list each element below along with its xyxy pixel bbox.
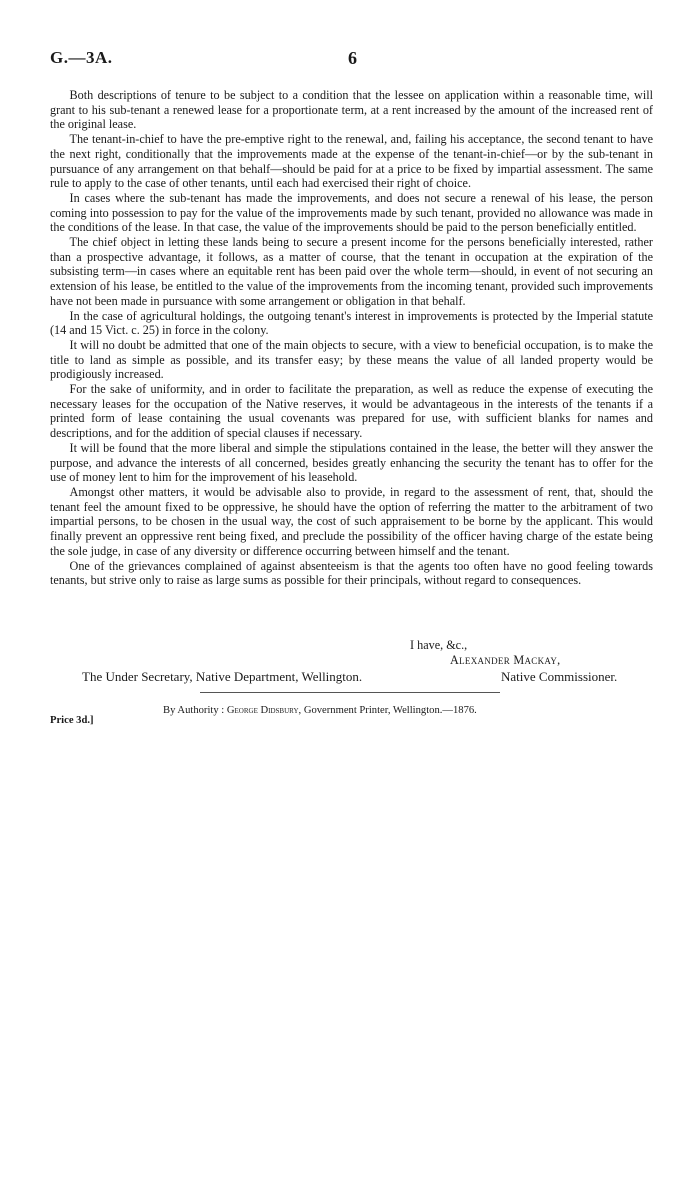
paragraph: In cases where the sub-tenant has made the improvements, and does not secure a renewal of his lease, the person coming into possession to pay for the value of the improvements made by such tenant, provided no allowance was made in the conditions of the lease. In that case, the value of the improvements should be paid to the person beneficially entitled. xyxy=(50,190,653,235)
paragraph: The tenant-in-chief to have the pre-emptive right to the renewal, and, failing his acceptance, the second tenant to have the next right, conditionally that the improvements made at the expense of the tenant-in-chief—or by the sub-tenant in pursuance of any arrangement on that behalf—should be paid for at a price to be fixed by impartial assessment. The same rule to apply to the case of other tenants, until each had exercised their right of choice. xyxy=(50,132,653,191)
printer-authority xyxy=(163,705,477,716)
paragraph: Both descriptions of tenure to be subject to a condition that the lessee on application within a reasonable time, will grant to his sub-tenant a renewed lease for a proportionate term, at a rent increased by the amount of the increased rent of the original lease. xyxy=(50,88,653,132)
addressee: The Under Secretary, Native Department, Wellington. xyxy=(82,669,363,684)
document-reference: G.—3A. xyxy=(50,48,113,67)
paragraph: It will no doubt be admitted that one of the main objects to secure, with a view to beneficial occupation, is to make the title to land as simple as possible, and its transfer easy; by these means the value of all landed property would be prodigiously increased. xyxy=(50,337,653,382)
signatory-name: Alexander Mackay, xyxy=(450,653,561,667)
paragraph: The chief object in letting these lands being to secure a present income for the persons beneficially interested, rather than a prospective advantage, it follows, as a matter of course, that the tenant in occupation at the expiration of the subsisting term—in cases where an equitable rent has been paid over the whole term—should, in event of not securing an extension of his lease, be entitled to the value of the improvements from the incoming tenant, provided such improvements have not been made in pursuance with some arrangement or obligation in that behalf. xyxy=(50,235,653,308)
printer-name: George Didsbury, xyxy=(226,705,302,716)
page-number: 6 xyxy=(348,48,357,68)
footer-divider xyxy=(200,692,500,693)
price-label: Price 3d.] xyxy=(50,715,94,726)
page-header xyxy=(50,48,655,72)
authority-suffix: Government Printer, Wellington.—1876. xyxy=(303,705,477,716)
paragraph: One of the grievances complained of against absenteeism is that the agents too often have no good feeling towards tenants, but strive only to raise as large sums as possible for their principals, without regard to consequences. xyxy=(50,558,653,588)
letter-closing xyxy=(50,638,653,698)
salutation: I have, &c., xyxy=(410,638,468,652)
authority-prefix: By Authority : xyxy=(163,705,225,716)
letter-body xyxy=(50,88,653,588)
paragraph: Amongst other matters, it would be advisable also to provide, in regard to the assessment of rent, that, should the tenant feel the amount fixed to be oppressive, he should have the option of referring the matter to the arbitrament of two impartial persons, to be chosen in the usual way, the cost of such appraisement to be borne by the applicant. This would finally prevent an oppressive rent being fixed, and preclude the possibility of the officer having charge of the estate being the sole judge, in case of any diversity or difference occurring between himself and the tenant. xyxy=(50,484,653,558)
signatory-title: Native Commissioner. xyxy=(501,669,618,684)
paragraph: In the case of agricultural holdings, the outgoing tenant's interest in improvements is protected by the Imperial statute (14 and 15 Vict. c. 25) in force in the colony. xyxy=(50,308,653,338)
page-footer xyxy=(50,705,653,725)
paragraph: For the sake of uniformity, and in order to facilitate the preparation, as well as reduce the expense of executing the necessary leases for the occupation of the Native reserves, it would be advantageous in the interests of the tenants if a printed form of lease containing the usual covenants was prepared for use, with sufficient blanks for names and descriptions, and for the addition of special clauses if necessary. xyxy=(50,382,653,441)
paragraph: It will be found that the more liberal and simple the stipulations contained in the lease, the better will they answer the purpose, and advance the interests of all concerned, besides greatly enhancing the security the tenant has to offer for the use of money lent to him for the improvement of his leasehold. xyxy=(50,440,653,485)
